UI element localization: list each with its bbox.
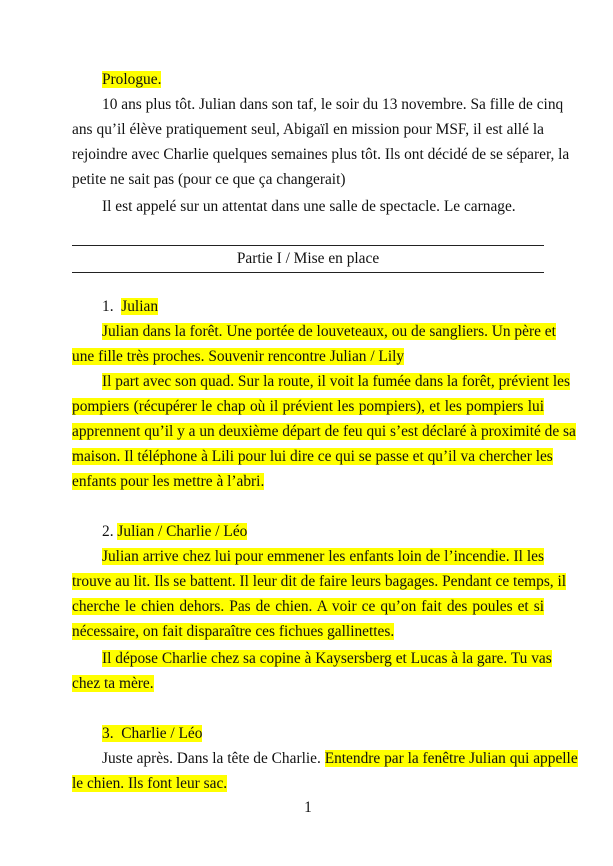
- section3-title: Charlie / Léo: [121, 725, 203, 742]
- section2-line-1: Julian arrive chez lui pour emmener les enfants loin de l’incendie. Il les: [102, 548, 544, 565]
- section1-line-3: Il part avec son quad. Sur la route, il voit la fumée dans la forêt, prévient les: [102, 373, 570, 390]
- prologue-line-3: rejoindre avec Charlie quelques semaines plus tôt. Ils ont décidé de se séparer, la: [72, 146, 570, 163]
- section3-line-2: le chien. Ils font leur sac.: [72, 775, 228, 792]
- prologue-title: Prologue.: [102, 71, 162, 88]
- section2-title: Julian / Charlie / Léo: [117, 523, 248, 540]
- section2-heading: [72, 519, 544, 544]
- section1-line-4: pompiers (récupérer le chap où il prévient les pompiers), et les pompiers lui: [72, 398, 544, 415]
- section2-line-6: chez ta mère.: [72, 675, 154, 692]
- part-heading: Partie I / Mise en place: [236, 250, 380, 267]
- prologue-line-2: ans qu’il élève pratiquement seul, Abigaïl en mission pour MSF, il est allé la: [72, 121, 544, 138]
- prologue-title-line: [72, 67, 544, 92]
- document-page: [72, 0, 578, 866]
- section2-line-2: trouve au lit. Ils se battent. Il leur dit de faire leurs bagages. Pendant ce temps, il: [72, 573, 567, 590]
- section3-line-1-plain: Juste après. Dans la tête de Charlie.: [102, 750, 321, 767]
- section3-line-1-highlight: Entendre par la fenêtre Julian qui appelle: [324, 750, 578, 767]
- section1-line-1: Julian dans la forêt. Une portée de louveteaux, ou de sangliers. Un père et: [102, 323, 556, 340]
- prologue-line-5: Il est appelé sur un attentat dans une salle de spectacle. Le carnage.: [102, 198, 516, 215]
- section1-line-5: apprennent qu’il y a un deuxième départ de feu qui s’est déclaré à proximité de sa: [72, 423, 576, 440]
- prologue-line-1: 10 ans plus tôt. Julian dans son taf, le soir du 13 novembre. Sa fille de cinq: [102, 96, 564, 113]
- section1-title: Julian: [121, 298, 159, 315]
- section2-line-4: nécessaire, on fait disparaître ces fichues gallinettes.: [72, 623, 395, 640]
- section3-heading-highlight: [102, 725, 202, 742]
- section1-line-2: une fille très proches. Souvenir rencontre Julian / Lily: [72, 348, 405, 365]
- section1-heading: [72, 294, 544, 319]
- prologue-line-4: petite ne sait pas (pour ce que ça changerait): [72, 171, 346, 188]
- part-rule-bottom: [72, 272, 544, 273]
- section1-number: 1.: [102, 298, 114, 315]
- section1-line-6: maison. Il téléphone à Lili pour lui dire ce qui se passe et qu’il va chercher les: [72, 448, 553, 465]
- section3-heading: [72, 721, 544, 746]
- page-number: 1: [304, 799, 312, 816]
- section3-line-1: [72, 746, 578, 771]
- section1-line-7: enfants pour les mettre à l’abri.: [72, 473, 265, 490]
- section2-line-3: cherche le chien dehors. Pas de chien. A voir ce qu’on fait des poules et si: [72, 598, 544, 615]
- section2-line-5: Il dépose Charlie chez sa copine à Kaysersberg et Lucas à la gare. Tu vas: [102, 650, 552, 667]
- section3-number: 3.: [102, 725, 114, 742]
- section2-number: 2.: [102, 523, 114, 540]
